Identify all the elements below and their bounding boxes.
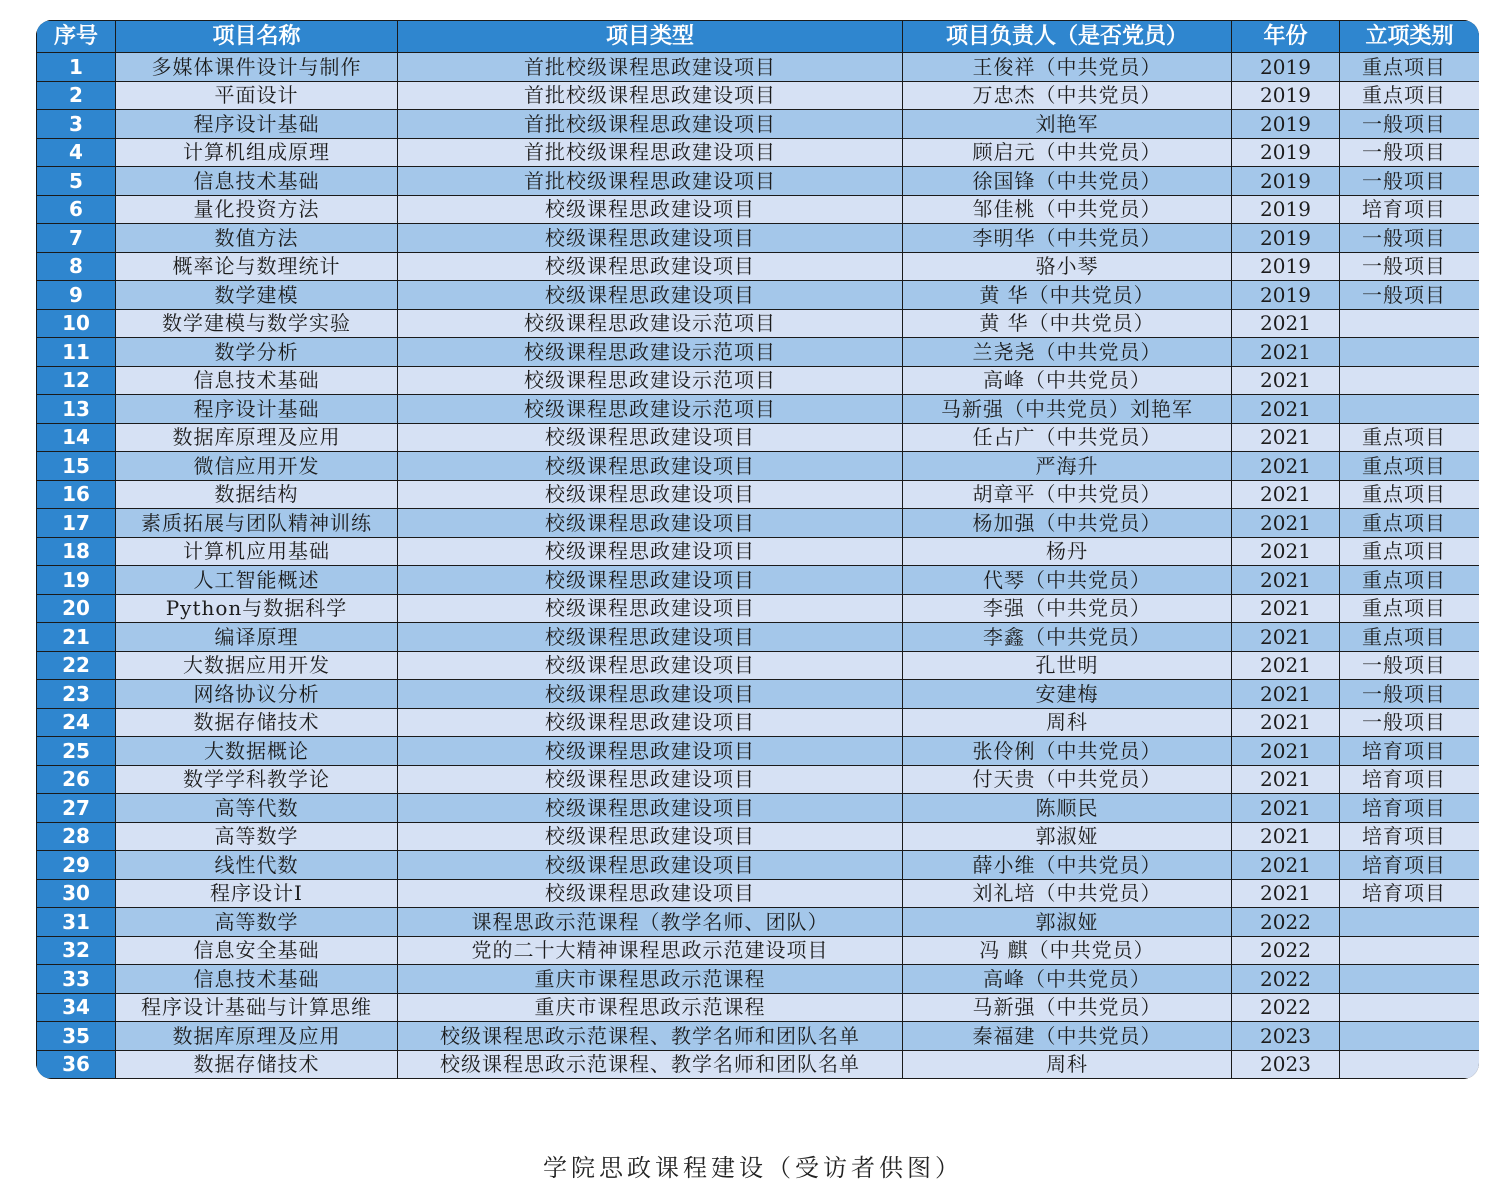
cell-category [1340, 395, 1480, 424]
cell-leader: 安建梅 [903, 680, 1232, 709]
cell-project-name: 高等数学 [116, 908, 398, 937]
table-row [37, 794, 1480, 823]
cell-leader: 徐国锋（中共党员） [903, 167, 1232, 196]
cell-project-type: 校级课程思政建设项目 [398, 423, 903, 452]
table-row [37, 53, 1480, 82]
cell-project-name: 信息技术基础 [116, 167, 398, 196]
cell-no: 14 [37, 423, 116, 452]
cell-project-name: 数据结构 [116, 480, 398, 509]
cell-project-type: 首批校级课程思政建设项目 [398, 110, 903, 139]
cell-year: 2021 [1232, 309, 1340, 338]
table-row [37, 623, 1480, 652]
cell-no: 32 [37, 936, 116, 965]
table-row [37, 224, 1480, 253]
cell-leader: 刘礼培（中共党员） [903, 879, 1232, 908]
cell-leader: 兰尧尧（中共党员） [903, 338, 1232, 367]
cell-no: 36 [37, 1050, 116, 1079]
cell-project-type: 校级课程思政建设项目 [398, 452, 903, 481]
cell-no: 17 [37, 509, 116, 538]
cell-leader: 付天贵（中共党员） [903, 765, 1232, 794]
cell-project-name: 程序设计基础 [116, 395, 398, 424]
cell-category: 重点项目 [1340, 566, 1480, 595]
cell-project-name: 数据存储技术 [116, 708, 398, 737]
cell-leader: 郭淑娅 [903, 908, 1232, 937]
cell-project-type: 首批校级课程思政建设项目 [398, 53, 903, 82]
cell-no: 18 [37, 537, 116, 566]
cell-project-type: 校级课程思政建设项目 [398, 224, 903, 253]
cell-year: 2021 [1232, 794, 1340, 823]
cell-project-name: 网络协议分析 [116, 680, 398, 709]
cell-project-type: 首批校级课程思政建设项目 [398, 167, 903, 196]
cell-leader: 薛小维（中共党员） [903, 851, 1232, 880]
cell-category: 重点项目 [1340, 423, 1480, 452]
cell-no: 28 [37, 822, 116, 851]
cell-project-name: 信息技术基础 [116, 366, 398, 395]
cell-project-type: 重庆市课程思政示范课程 [398, 965, 903, 994]
cell-no: 29 [37, 851, 116, 880]
table-row [37, 281, 1480, 310]
table-row [37, 167, 1480, 196]
cell-category: 重点项目 [1340, 594, 1480, 623]
cell-project-type: 校级课程思政建设项目 [398, 765, 903, 794]
cell-no: 35 [37, 1022, 116, 1051]
cell-project-type: 校级课程思政建设项目 [398, 566, 903, 595]
table-row [37, 879, 1480, 908]
table-row [37, 566, 1480, 595]
cell-project-type: 校级课程思政示范课程、教学名师和团队名单 [398, 1022, 903, 1051]
cell-year: 2021 [1232, 851, 1340, 880]
cell-year: 2021 [1232, 566, 1340, 595]
cell-category: 一般项目 [1340, 167, 1480, 196]
cell-year: 2021 [1232, 509, 1340, 538]
cell-project-type: 校级课程思政建设示范项目 [398, 366, 903, 395]
cell-project-type: 校级课程思政建设项目 [398, 623, 903, 652]
cell-category [1340, 993, 1480, 1022]
cell-year: 2021 [1232, 822, 1340, 851]
cell-project-type: 校级课程思政建设项目 [398, 252, 903, 281]
cell-project-name: 量化投资方法 [116, 195, 398, 224]
cell-leader: 郭淑娅 [903, 822, 1232, 851]
cell-year: 2022 [1232, 936, 1340, 965]
cell-no: 16 [37, 480, 116, 509]
cell-leader: 杨丹 [903, 537, 1232, 566]
cell-category: 重点项目 [1340, 537, 1480, 566]
table-row [37, 395, 1480, 424]
cell-leader: 黄 华（中共党员） [903, 281, 1232, 310]
table-row [37, 138, 1480, 167]
cell-category: 一般项目 [1340, 680, 1480, 709]
cell-project-type: 校级课程思政建设项目 [398, 822, 903, 851]
cell-leader: 顾启元（中共党员） [903, 138, 1232, 167]
cell-category: 一般项目 [1340, 224, 1480, 253]
cell-category: 重点项目 [1340, 623, 1480, 652]
cell-project-name: 高等数学 [116, 822, 398, 851]
cell-leader: 刘艳军 [903, 110, 1232, 139]
cell-category: 重点项目 [1340, 53, 1480, 82]
cell-project-name: 信息安全基础 [116, 936, 398, 965]
table-row [37, 1050, 1480, 1079]
cell-leader: 秦福建（中共党员） [903, 1022, 1232, 1051]
cell-project-type: 校级课程思政建设项目 [398, 737, 903, 766]
cell-project-name: 素质拓展与团队精神训练 [116, 509, 398, 538]
cell-no: 31 [37, 908, 116, 937]
cell-project-type: 校级课程思政建设项目 [398, 879, 903, 908]
cell-leader: 骆小琴 [903, 252, 1232, 281]
cell-category [1340, 965, 1480, 994]
cell-leader: 黄 华（中共党员） [903, 309, 1232, 338]
header-year: 年份 [1232, 21, 1340, 53]
cell-year: 2021 [1232, 680, 1340, 709]
header-category: 立项类别 [1340, 21, 1480, 53]
cell-project-type: 首批校级课程思政建设项目 [398, 81, 903, 110]
cell-project-type: 校级课程思政建设项目 [398, 651, 903, 680]
table-row [37, 737, 1480, 766]
table-row [37, 110, 1480, 139]
cell-year: 2021 [1232, 623, 1340, 652]
table-row [37, 252, 1480, 281]
cell-year: 2021 [1232, 879, 1340, 908]
cell-project-name: 信息技术基础 [116, 965, 398, 994]
table-header-row [37, 21, 1480, 53]
table-row [37, 708, 1480, 737]
cell-no: 2 [37, 81, 116, 110]
cell-category: 培育项目 [1340, 195, 1480, 224]
cell-year: 2019 [1232, 138, 1340, 167]
cell-project-name: 数学分析 [116, 338, 398, 367]
cell-leader: 马新强（中共党员） [903, 993, 1232, 1022]
cell-year: 2021 [1232, 338, 1340, 367]
cell-no: 8 [37, 252, 116, 281]
table-row [37, 81, 1480, 110]
cell-no: 26 [37, 765, 116, 794]
projects-table-container [36, 20, 1479, 1079]
table-row [37, 936, 1480, 965]
cell-leader: 杨加强（中共党员） [903, 509, 1232, 538]
cell-category: 一般项目 [1340, 708, 1480, 737]
cell-project-name: 数学学科教学论 [116, 765, 398, 794]
cell-no: 13 [37, 395, 116, 424]
cell-year: 2019 [1232, 167, 1340, 196]
cell-project-name: 高等代数 [116, 794, 398, 823]
table-row [37, 480, 1480, 509]
cell-category: 重点项目 [1340, 480, 1480, 509]
cell-year: 2021 [1232, 708, 1340, 737]
cell-no: 15 [37, 452, 116, 481]
cell-project-type: 校级课程思政建设示范项目 [398, 309, 903, 338]
cell-category: 重点项目 [1340, 509, 1480, 538]
cell-category: 培育项目 [1340, 737, 1480, 766]
cell-project-name: 数据存储技术 [116, 1050, 398, 1079]
figure-caption: 学院思政课程建设（受访者供图） [543, 1154, 963, 1182]
cell-project-name: 大数据概论 [116, 737, 398, 766]
cell-year: 2022 [1232, 965, 1340, 994]
cell-project-type: 校级课程思政建设项目 [398, 195, 903, 224]
table-row [37, 423, 1480, 452]
cell-no: 3 [37, 110, 116, 139]
cell-category [1340, 309, 1480, 338]
cell-leader: 高峰（中共党员） [903, 965, 1232, 994]
cell-project-type: 校级课程思政建设项目 [398, 851, 903, 880]
cell-no: 19 [37, 566, 116, 595]
cell-category: 培育项目 [1340, 765, 1480, 794]
table-row [37, 537, 1480, 566]
cell-leader: 邹佳桃（中共党员） [903, 195, 1232, 224]
table-row [37, 195, 1480, 224]
table-body [37, 53, 1480, 1079]
cell-project-name: 程序设计I [116, 879, 398, 908]
cell-year: 2019 [1232, 252, 1340, 281]
cell-project-type: 重庆市课程思政示范课程 [398, 993, 903, 1022]
cell-leader: 周科 [903, 1050, 1232, 1079]
header-name: 项目名称 [116, 21, 398, 53]
cell-category [1340, 1022, 1480, 1051]
cell-no: 22 [37, 651, 116, 680]
cell-no: 5 [37, 167, 116, 196]
cell-project-type: 校级课程思政建设项目 [398, 537, 903, 566]
header-leader: 项目负责人（是否党员） [903, 21, 1232, 53]
table-row [37, 851, 1480, 880]
cell-category: 重点项目 [1340, 452, 1480, 481]
cell-no: 9 [37, 281, 116, 310]
cell-year: 2021 [1232, 423, 1340, 452]
cell-project-name: 数据库原理及应用 [116, 1022, 398, 1051]
cell-year: 2021 [1232, 765, 1340, 794]
cell-no: 21 [37, 623, 116, 652]
cell-project-type: 校级课程思政建设示范项目 [398, 395, 903, 424]
cell-no: 27 [37, 794, 116, 823]
cell-project-name: 大数据应用开发 [116, 651, 398, 680]
cell-project-name: 线性代数 [116, 851, 398, 880]
cell-project-type: 校级课程思政建设项目 [398, 794, 903, 823]
cell-project-name: 微信应用开发 [116, 452, 398, 481]
cell-year: 2021 [1232, 737, 1340, 766]
cell-year: 2019 [1232, 81, 1340, 110]
cell-leader: 李强（中共党员） [903, 594, 1232, 623]
cell-category: 培育项目 [1340, 794, 1480, 823]
cell-project-name: 程序设计基础与计算思维 [116, 993, 398, 1022]
cell-leader: 任占广（中共党员） [903, 423, 1232, 452]
table-row [37, 993, 1480, 1022]
cell-project-name: 程序设计基础 [116, 110, 398, 139]
table-row [37, 594, 1480, 623]
cell-project-type: 校级课程思政建设项目 [398, 480, 903, 509]
cell-project-name: 计算机应用基础 [116, 537, 398, 566]
cell-year: 2019 [1232, 53, 1340, 82]
cell-leader: 高峰（中共党员） [903, 366, 1232, 395]
cell-leader: 孔世明 [903, 651, 1232, 680]
cell-year: 2019 [1232, 281, 1340, 310]
cell-project-name: 数据库原理及应用 [116, 423, 398, 452]
cell-year: 2019 [1232, 110, 1340, 139]
header-no: 序号 [37, 21, 116, 53]
table-row [37, 1022, 1480, 1051]
cell-project-type: 首批校级课程思政建设项目 [398, 138, 903, 167]
cell-category: 培育项目 [1340, 851, 1480, 880]
cell-project-name: 计算机组成原理 [116, 138, 398, 167]
cell-no: 6 [37, 195, 116, 224]
cell-project-name: 多媒体课件设计与制作 [116, 53, 398, 82]
cell-no: 1 [37, 53, 116, 82]
cell-year: 2021 [1232, 480, 1340, 509]
cell-leader: 陈顺民 [903, 794, 1232, 823]
cell-year: 2021 [1232, 395, 1340, 424]
cell-leader: 周科 [903, 708, 1232, 737]
cell-category: 一般项目 [1340, 252, 1480, 281]
cell-project-name: 概率论与数理统计 [116, 252, 398, 281]
cell-no: 11 [37, 338, 116, 367]
cell-category: 一般项目 [1340, 281, 1480, 310]
table-row [37, 680, 1480, 709]
table-row [37, 452, 1480, 481]
cell-category [1340, 338, 1480, 367]
table-row [37, 651, 1480, 680]
cell-project-name: 人工智能概述 [116, 566, 398, 595]
cell-category: 培育项目 [1340, 879, 1480, 908]
cell-year: 2021 [1232, 366, 1340, 395]
cell-category: 一般项目 [1340, 110, 1480, 139]
cell-no: 10 [37, 309, 116, 338]
projects-table [36, 20, 1479, 1079]
cell-year: 2021 [1232, 594, 1340, 623]
cell-leader: 李鑫（中共党员） [903, 623, 1232, 652]
cell-project-name: 编译原理 [116, 623, 398, 652]
cell-category: 重点项目 [1340, 81, 1480, 110]
cell-leader: 严海升 [903, 452, 1232, 481]
cell-category: 培育项目 [1340, 822, 1480, 851]
table-row [37, 965, 1480, 994]
cell-project-name: 数学建模 [116, 281, 398, 310]
cell-leader: 张伶俐（中共党员） [903, 737, 1232, 766]
cell-no: 25 [37, 737, 116, 766]
cell-project-type: 校级课程思政建设项目 [398, 594, 903, 623]
cell-year: 2022 [1232, 908, 1340, 937]
table-row [37, 338, 1480, 367]
cell-year: 2021 [1232, 651, 1340, 680]
table-row [37, 309, 1480, 338]
cell-year: 2021 [1232, 452, 1340, 481]
cell-project-name: 平面设计 [116, 81, 398, 110]
cell-category: 一般项目 [1340, 651, 1480, 680]
cell-leader: 王俊祥（中共党员） [903, 53, 1232, 82]
cell-year: 2023 [1232, 1050, 1340, 1079]
cell-no: 7 [37, 224, 116, 253]
cell-category [1340, 936, 1480, 965]
table-row [37, 765, 1480, 794]
cell-category: 一般项目 [1340, 138, 1480, 167]
table-row [37, 509, 1480, 538]
header-type: 项目类型 [398, 21, 903, 53]
cell-project-type: 校级课程思政建设项目 [398, 281, 903, 310]
cell-no: 30 [37, 879, 116, 908]
cell-project-name: Python与数据科学 [116, 594, 398, 623]
cell-leader: 万忠杰（中共党员） [903, 81, 1232, 110]
cell-project-name: 数值方法 [116, 224, 398, 253]
cell-no: 20 [37, 594, 116, 623]
cell-project-type: 校级课程思政示范课程、教学名师和团队名单 [398, 1050, 903, 1079]
cell-category [1340, 366, 1480, 395]
cell-category [1340, 908, 1480, 937]
cell-project-type: 校级课程思政建设项目 [398, 708, 903, 737]
cell-no: 33 [37, 965, 116, 994]
cell-leader: 冯 麒（中共党员） [903, 936, 1232, 965]
cell-no: 4 [37, 138, 116, 167]
cell-no: 23 [37, 680, 116, 709]
cell-year: 2021 [1232, 537, 1340, 566]
cell-no: 34 [37, 993, 116, 1022]
cell-leader: 李明华（中共党员） [903, 224, 1232, 253]
cell-project-name: 数学建模与数学实验 [116, 309, 398, 338]
cell-category [1340, 1050, 1480, 1079]
cell-project-type: 校级课程思政建设项目 [398, 680, 903, 709]
cell-year: 2019 [1232, 224, 1340, 253]
cell-year: 2023 [1232, 1022, 1340, 1051]
cell-no: 24 [37, 708, 116, 737]
cell-leader: 代琴（中共党员） [903, 566, 1232, 595]
cell-year: 2022 [1232, 993, 1340, 1022]
cell-project-type: 校级课程思政建设示范项目 [398, 338, 903, 367]
cell-leader: 胡章平（中共党员） [903, 480, 1232, 509]
table-row [37, 908, 1480, 937]
table-row [37, 366, 1480, 395]
cell-no: 12 [37, 366, 116, 395]
cell-year: 2019 [1232, 195, 1340, 224]
cell-project-type: 课程思政示范课程（教学名师、团队） [398, 908, 903, 937]
cell-project-type: 校级课程思政建设项目 [398, 509, 903, 538]
cell-project-type: 党的二十大精神课程思政示范建设项目 [398, 936, 903, 965]
cell-leader: 马新强（中共党员）刘艳军 [903, 395, 1232, 424]
table-row [37, 822, 1480, 851]
